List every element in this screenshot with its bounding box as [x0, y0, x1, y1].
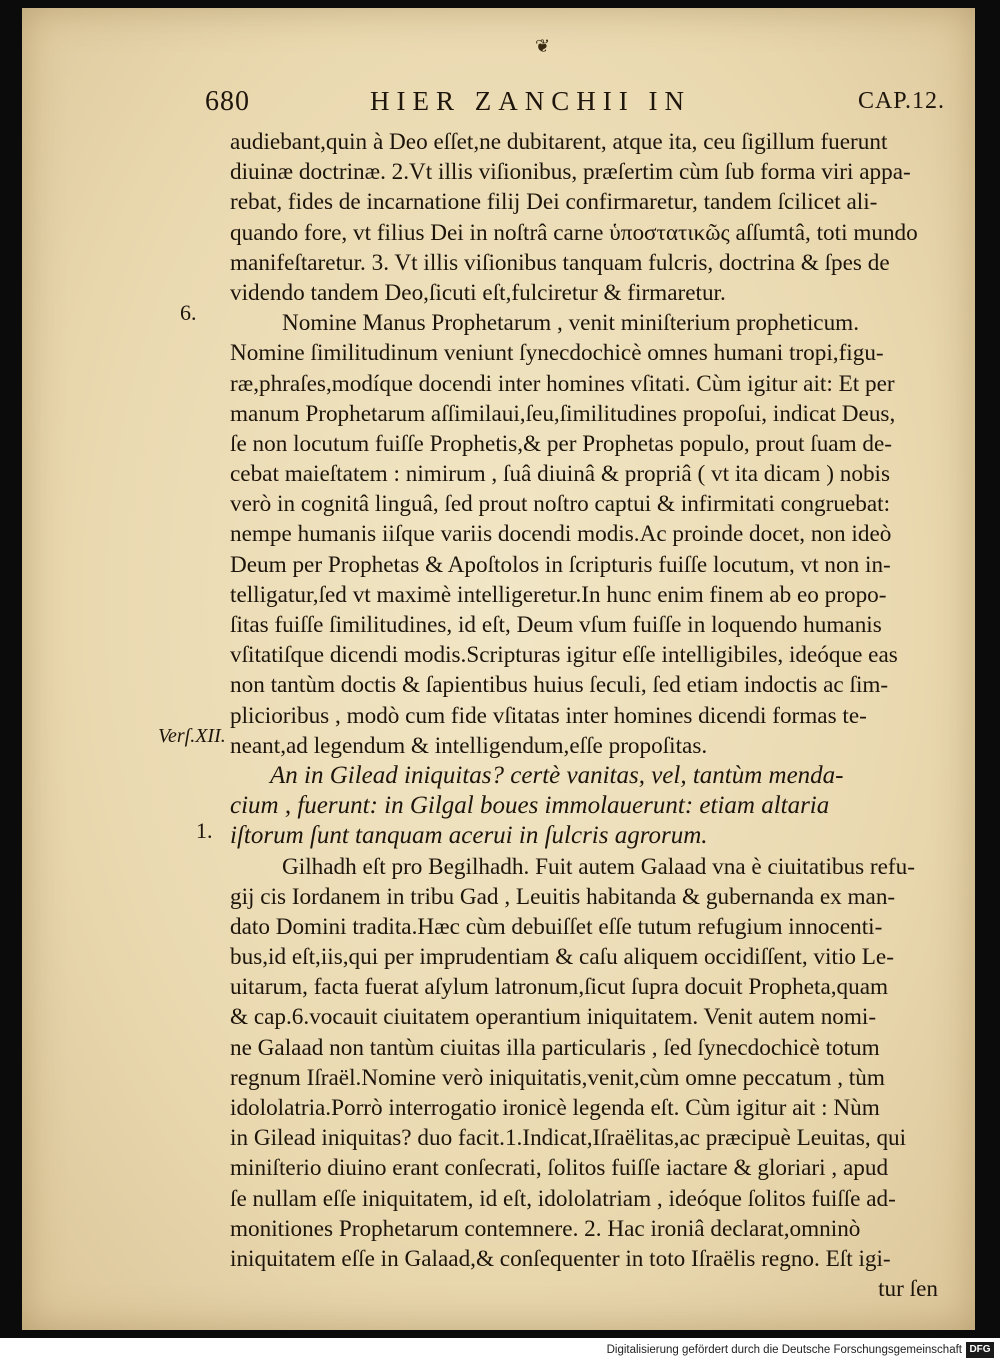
text-line: telligatur,ſed vt maximè intelligeretur.In hunc enim finem ab eo propo- [230, 581, 887, 608]
text-line: non tantùm doctis & ſapientibus huius ſeculi, ſed etiam indoctis ac ſim- [230, 672, 889, 699]
text-line: ne Galaad non tantùm ciuitas illa particularis , ſed ſynecdochicè totum [230, 1034, 880, 1061]
text-line: videndo tandem Deo,ſicuti eſt,fulciretur & firmaretur. [230, 279, 726, 306]
text-line: verò in cognitâ linguâ, ſed prout noſtro captui & infirmitati congruebat: [230, 491, 891, 518]
text-line: audiebant,quin à Deo eſſet,ne dubitarent, atque ita, ceu ſigillum fuerunt [230, 129, 888, 155]
text-line: idololatria.Porrò interrogatio ironicè legenda eſt. Cùm igitur ait : Nùm [230, 1095, 880, 1121]
footer-bar [0, 1338, 1000, 1364]
text-line: regnum Iſraël.Nomine verò iniquitatis,venit,cùm omne peccatum , tùm [230, 1064, 885, 1091]
body-text [230, 127, 948, 1304]
text-line: gij cis Iordanem in tribu Gad , Leuitis habitanda & gubernanda ex man- [230, 883, 896, 910]
text-line: dato Domini tradita.Hæc cùm debuiſſet eſſe tutum refugium innocenti- [230, 913, 883, 940]
text-line: ræ,phraſes,modíque docendi inter homines vſitati. Cùm igitur ait: Et per [230, 370, 895, 397]
running-header [205, 86, 945, 126]
verse-line: cium , fuerunt: in Gilgal boues immolauerunt: etiam altaria [230, 792, 830, 820]
margin-note-6: 6. [180, 300, 197, 325]
margin-note-1: 1. [196, 818, 213, 843]
text-line: ſe non locutum fuiſſe Prophetis,& per Prophetas populo, prout ſuam de- [230, 430, 893, 457]
margin-note-verse: Verſ.XII. [158, 725, 226, 747]
text-line: Nomine ſimilitudinum veniunt ſynecdochicè omnes humani tropi,figu- [230, 340, 884, 367]
text-line: monitiones Prophetarum contemnere. 2. Hac ironiâ declarat,omninò [230, 1215, 861, 1242]
text-line: nempe humanis iiſque variis docendi modis.Ac proinde docet, non ideò [230, 521, 892, 548]
text-line: ſitas fuiſſe ſimilitudines, id eſt, Deum vſum fuiſſe in loquendo humanis [230, 612, 882, 638]
ornament-mark: ❦ [535, 36, 551, 56]
text-line: manum Prophetarum aſſimilaui,ſeu,ſimilitudines propoſui, indicat Deus, [230, 400, 896, 427]
text-line: manifeſtaretur. 3. Vt illis viſionibus tanquam fulcris, doctrina & ſpes de [230, 249, 890, 276]
text-line: plicioribus , modò cum fide vſitatas inter homines dicendi formas te- [230, 702, 867, 729]
text-line: quando fore, vt filius Dei in noſtrâ carne ὑποστατικῶς aſſumtâ, toti mundo [230, 219, 918, 246]
verse-line: iſtorum ſunt tanquam acerui in ſulcris agrorum. [230, 822, 708, 850]
text-line: Nomine Manus Prophetarum , venit miniſterium propheticum. [282, 310, 860, 337]
verse-line: An in Gilead iniquitas? certè vanitas, vel, tantùm menda- [270, 761, 844, 789]
text-line: bus,id eſt,iis,qui per imprudentiam & caſu aliquem occidiſſent, vitio Le- [230, 944, 894, 971]
text-line: & cap.6.vocauit ciuitatem operantium iniquitatem. Venit autem nomi- [230, 1004, 877, 1031]
text-line: diuinæ doctrinæ. 2.Vt illis viſionibus, præſertim cùm ſub forma viri appa- [230, 159, 911, 186]
text-line: Deum per Prophetas & Apoſtolos in ſcripturis fuiſſe locutum, vt non in- [230, 551, 891, 578]
text-line: miniſterio diuino erant conſecrati, ſolitos fuiſſe iactare & gloriari , apud [230, 1155, 889, 1182]
running-title: HIER ZANCHII IN [370, 86, 691, 116]
text-line: vſitatiſque dicendi modis.Scripturas igitur eſſe intelligibiles, ideóque eas [230, 642, 898, 669]
chapter-label: CAP.12. [857, 88, 945, 114]
funding-credit: Digitalisierung gefördert durch die Deutsche Forschungsgemeinschaft [606, 1344, 962, 1356]
text-line: Gilhadh eſt pro Begilhadh. Fuit autem Galaad vna è ciuitatibus refu- [282, 853, 915, 880]
page-number: 680 [205, 86, 250, 117]
text-line: ſe nullam eſſe iniquitatem, id eſt, idololatriam , ideóque ſolitos fuiſſe ad- [230, 1185, 896, 1212]
text-line: rebat, fides de incarnatione filij Dei confirmaretur, tandem ſcilicet ali- [230, 189, 878, 216]
text-line: neant,ad legendum & intelligendum,eſſe propoſitas. [230, 732, 708, 759]
text-line: uitarum, facta fuerat aſylum latronum,ſicut ſupra docuit Propheta,quam [230, 974, 889, 1001]
text-line: in Gilead iniquitas? duo facit.1.Indicat,Iſraëlitas,ac præcipuè Leuitas, qui [230, 1125, 907, 1152]
dfg-logo: DFG [966, 1342, 994, 1358]
text-line: cebat maieſtatem : nimirum , ſuâ diuinâ & propriâ ( vt ita dicam ) nobis [230, 461, 891, 488]
text-line: iniquitatem eſſe in Galaad,& conſequenter in toto Iſraëlis regno. Eſt igi- [230, 1245, 891, 1272]
catchword: tur ſen [878, 1276, 938, 1303]
